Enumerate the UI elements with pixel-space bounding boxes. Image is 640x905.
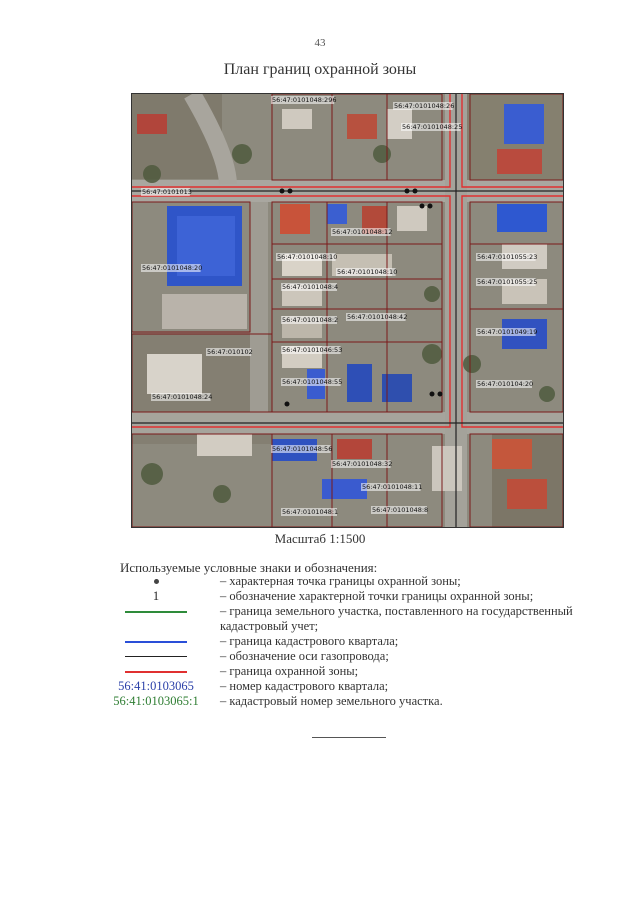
legend-text: – граница охранной зоны; (220, 664, 359, 678)
cadastral-number-label: 56:47:0101048:8 (372, 506, 429, 514)
cadastral-number-label: 56:47:0101013 (142, 188, 192, 196)
black-line-icon (125, 656, 187, 657)
bottom-divider (312, 737, 386, 738)
cadastral-number-label: 56:47:010102 (207, 348, 253, 356)
aerial-map (131, 93, 564, 528)
legend-symbol-text: 56:41:0103065 (118, 679, 194, 693)
cadastral-number-label: 56:47:0101048:2 (282, 316, 339, 324)
legend-text: – обозначение оси газопровода; (220, 649, 389, 663)
cadastral-number-label: 56:47:0101048:4 (282, 283, 339, 291)
legend-row-pipeline-axis (100, 649, 620, 664)
legend-row-quarter-number (100, 679, 620, 694)
cadastral-number-label: 56:47:0101048:296 (272, 96, 337, 104)
legend-title: Используемые условные знаки и обозначения: (120, 560, 378, 575)
cadastral-number-label: 56:47:0101048:56 (272, 445, 333, 453)
page-title: План границ охранной зоны (223, 61, 417, 78)
legend-text: – кадастровый номер земельного участка. (220, 694, 443, 708)
cadastral-number-label: 56:47:0101048:55 (282, 378, 343, 386)
blue-line-icon (125, 641, 187, 643)
green-line-icon (125, 611, 187, 613)
cadastral-number-label: 56:47:0101048:24 (152, 393, 213, 401)
cadastral-number-label: 56:47:0101046:53 (282, 346, 343, 354)
cadastral-number-label: 56:47:010104:20 (477, 380, 534, 388)
cadastral-number-label: 56:47:0101048:32 (332, 460, 393, 468)
cadastral-number-label: 56:47:0101055:25 (477, 278, 538, 286)
legend-text: – граница кадастрового квартала; (220, 634, 399, 648)
legend-text: – обозначение характерной точки границы охранной зоны; (220, 589, 534, 603)
legend-row-point-label (100, 589, 620, 604)
legend (100, 574, 620, 709)
legend-text: – характерная точка границы охранной зоны; (220, 574, 461, 588)
legend-symbol-text: 56:41:0103065:1 (113, 694, 199, 708)
point-marker-icon (154, 579, 159, 584)
cadastral-number-label: 56:47:0101048:11 (362, 483, 423, 491)
red-line-icon (125, 671, 187, 673)
cadastral-number-label: 56:47:0101048:12 (332, 228, 393, 236)
legend-row-point (100, 574, 620, 589)
cadastral-number-label: 56:47:0101048:25 (402, 123, 463, 131)
cadastral-number-label: 56:47:0101048:20 (142, 264, 203, 272)
map-scale: Масштаб 1:1500 (274, 531, 366, 546)
legend-text: – граница земельного участка, поставленного на государственный кадастровый учет; (220, 604, 573, 633)
cadastral-number-label: 56:47:0101048:10 (277, 253, 338, 261)
cadastral-number-label: 56:47:0101048:10 (337, 268, 398, 276)
legend-row-protection-zone (100, 664, 620, 679)
cadastral-number-label: 56:47:0101048:26 (394, 102, 455, 110)
cadastral-number-label: 56:47:0101048:1 (282, 508, 339, 516)
legend-row-parcel-number (100, 694, 620, 709)
cadastral-number-label: 56:47:0101055:23 (477, 253, 538, 261)
legend-row-parcel-boundary (100, 604, 620, 634)
cadastral-number-label: 56:47:0101049:19 (477, 328, 538, 336)
page-number: 43 (314, 37, 326, 49)
legend-text: – номер кадастрового квартала; (220, 679, 389, 693)
cadastral-number-label: 56:47:0101048:42 (347, 313, 408, 321)
legend-row-quarter-boundary (100, 634, 620, 649)
legend-symbol-text: 1 (152, 589, 160, 603)
